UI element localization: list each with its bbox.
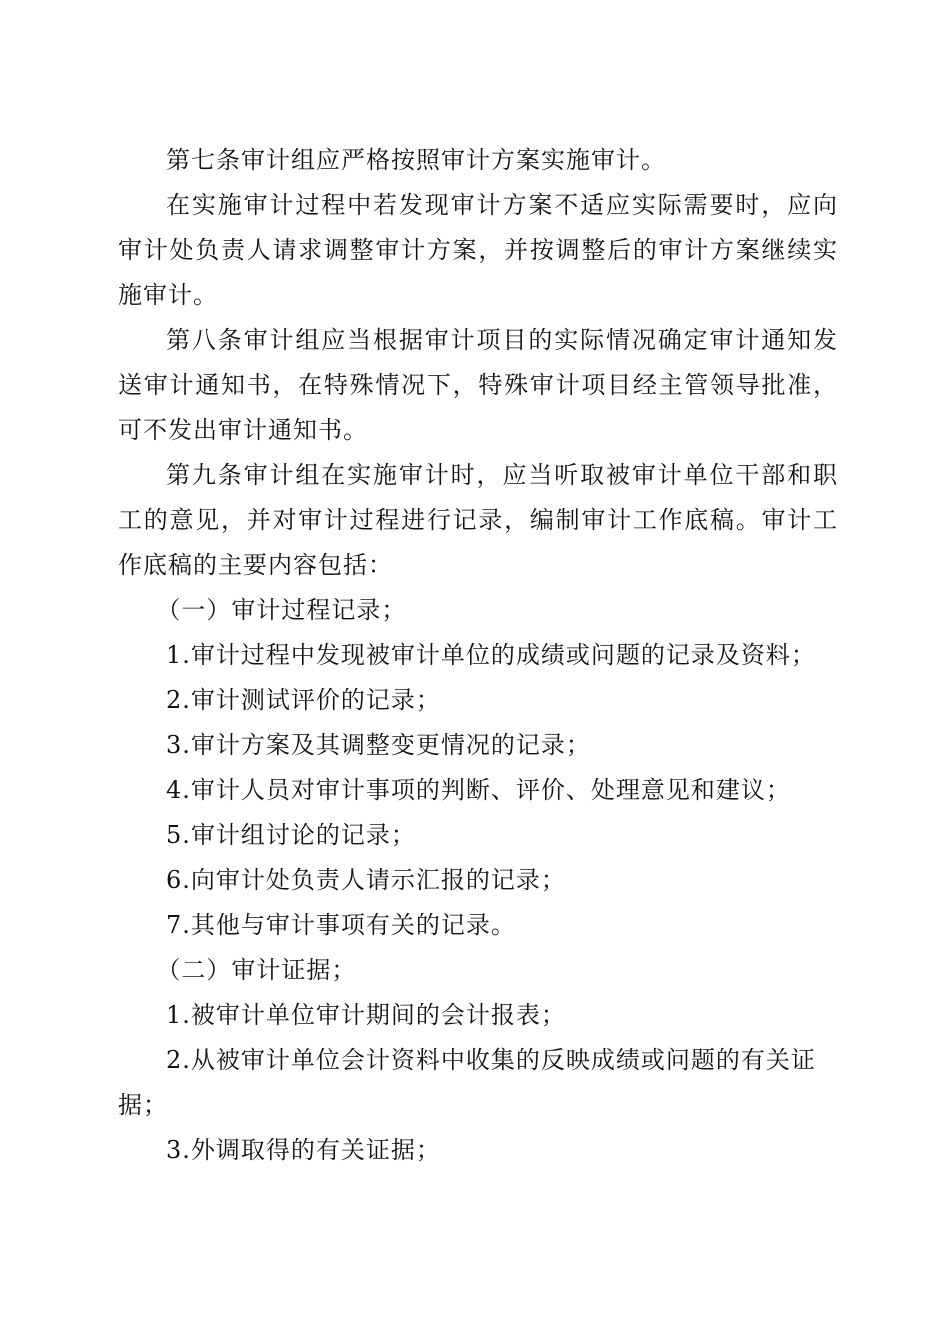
- list-item: 6.向审计处负责人请示汇报的记录；: [166, 866, 566, 894]
- list-item: 2.从被审计单位会计资料中收集的反映成绩或问题的有关证据；: [118, 1046, 816, 1119]
- list-item: 1.审计过程中发现被审计单位的成绩或问题的记录及资料；: [166, 641, 816, 669]
- list-item: 3.外调取得的有关证据；: [166, 1136, 441, 1164]
- list-item: 7.其他与审计事项有关的记录。: [166, 911, 516, 939]
- article-9-paragraph: 第九条审计组在实施审计时，应当听取被审计单位干部和职工的意见，并对审计过程进行记录，编制审计工作底稿。审计工作底稿的主要内容包括：: [118, 461, 838, 579]
- article-8-paragraph: 第八条审计组应当根据审计项目的实际情况确定审计通知发送审计通知书，在特殊情况下，特殊审计项目经主管领导批准，可不发出审计通知书。: [118, 326, 838, 444]
- section-1-heading: （一）审计过程记录；: [156, 596, 407, 624]
- list-item: 3.审计方案及其调整变更情况的记录；: [166, 731, 591, 759]
- list-item: 5.审计组讨论的记录；: [166, 821, 416, 849]
- section-2-heading: （二）审计证据；: [156, 956, 357, 984]
- list-item: 2.审计测试评价的记录；: [166, 686, 441, 714]
- document-body: [118, 138, 838, 1173]
- article-7-paragraph: 第七条审计组应严格按照审计方案实施审计。: [166, 146, 666, 174]
- list-item: 4.审计人员对审计事项的判断、评价、处理意见和建议；: [166, 776, 791, 804]
- article-7-detail-paragraph: 在实施审计过程中若发现审计方案不适应实际需要时，应向审计处负责人请求调整审计方案，并按调整后的审计方案继续实施审计。: [118, 191, 838, 309]
- list-item: 1.被审计单位审计期间的会计报表；: [166, 1001, 566, 1029]
